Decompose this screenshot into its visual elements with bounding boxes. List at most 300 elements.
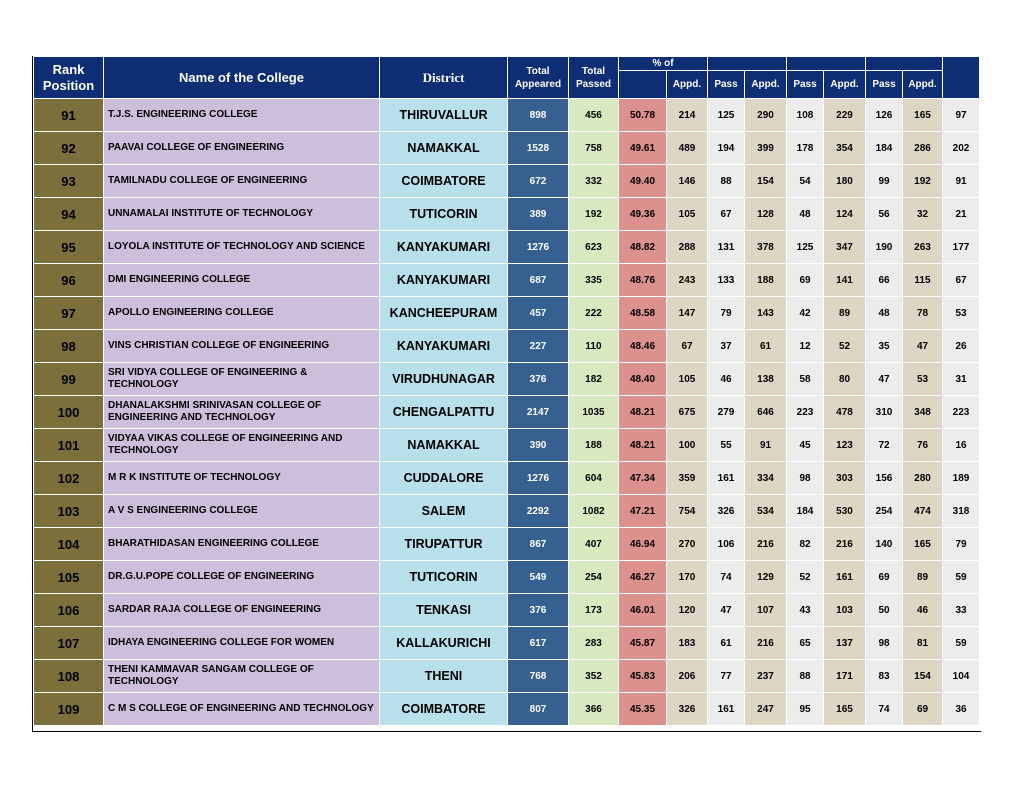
percent-cell: 48.21 (619, 429, 667, 462)
percent-cell: 49.36 (619, 198, 667, 231)
total-passed-cell: 254 (569, 561, 619, 594)
college-name-cell: A V S ENGINEERING COLLEGE (104, 495, 380, 528)
appd-cell: 91 (745, 429, 787, 462)
appd-cell: 81 (903, 627, 943, 660)
pass-cell: 223 (787, 396, 824, 429)
district-cell: CHENGALPATTU (380, 396, 508, 429)
rank-cell: 96 (34, 264, 104, 297)
appd-cell: 76 (903, 429, 943, 462)
total-passed-cell: 182 (569, 363, 619, 396)
pass-cell: 98 (866, 627, 903, 660)
pass-cell: 326 (708, 495, 745, 528)
pass-cell: 47 (708, 594, 745, 627)
pass-cell: 83 (866, 660, 903, 693)
rank-cell: 91 (34, 99, 104, 132)
table-row (34, 660, 980, 693)
last-cell: 31 (943, 363, 980, 396)
appd-cell: 46 (903, 594, 943, 627)
pass-cell: 254 (866, 495, 903, 528)
total-passed-cell: 407 (569, 528, 619, 561)
table-row (34, 627, 980, 660)
total-appeared-cell: 2147 (508, 396, 569, 429)
appd-cell: 138 (745, 363, 787, 396)
pass-cell: 74 (708, 561, 745, 594)
pass-cell: 125 (787, 231, 824, 264)
appd-cell: 154 (745, 165, 787, 198)
appd-cell: 229 (824, 99, 866, 132)
total-passed-cell: 110 (569, 330, 619, 363)
pass-cell: 65 (787, 627, 824, 660)
total-appeared-cell: 687 (508, 264, 569, 297)
college-name-cell: M R K INSTITUTE OF TECHNOLOGY (104, 462, 380, 495)
table-row (34, 429, 980, 462)
percent-cell: 49.40 (619, 165, 667, 198)
total-appeared-cell: 390 (508, 429, 569, 462)
district-cell: KANYAKUMARI (380, 330, 508, 363)
district-cell: TENKASI (380, 594, 508, 627)
pass-cell: 125 (708, 99, 745, 132)
appd-cell: 137 (824, 627, 866, 660)
last-cell: 21 (943, 198, 980, 231)
appd-cell: 124 (824, 198, 866, 231)
rank-cell: 105 (34, 561, 104, 594)
last-cell: 53 (943, 297, 980, 330)
header-total-passed: Total Passed (569, 57, 619, 99)
header-pass: Pass (787, 71, 824, 99)
appd-cell: 123 (824, 429, 866, 462)
appd-cell: 286 (903, 132, 943, 165)
total-passed-cell: 173 (569, 594, 619, 627)
total-appeared-cell: 672 (508, 165, 569, 198)
percent-cell: 48.58 (619, 297, 667, 330)
total-passed-cell: 456 (569, 99, 619, 132)
table-row (34, 99, 980, 132)
table-row (34, 495, 980, 528)
header-pass: Pass (708, 71, 745, 99)
appd-cell: 105 (667, 363, 708, 396)
pass-cell: 35 (866, 330, 903, 363)
total-appeared-cell: 1276 (508, 462, 569, 495)
pass-cell: 108 (787, 99, 824, 132)
appd-cell: 170 (667, 561, 708, 594)
district-cell: VIRUDHUNAGAR (380, 363, 508, 396)
district-cell: KANYAKUMARI (380, 231, 508, 264)
total-appeared-cell: 617 (508, 627, 569, 660)
last-cell: 104 (943, 660, 980, 693)
pass-cell: 54 (787, 165, 824, 198)
last-cell: 59 (943, 561, 980, 594)
total-appeared-cell: 2292 (508, 495, 569, 528)
rank-cell: 92 (34, 132, 104, 165)
college-name-cell: C M S COLLEGE OF ENGINEERING AND TECHNOLOGY (104, 693, 380, 726)
pass-cell: 279 (708, 396, 745, 429)
total-passed-cell: 335 (569, 264, 619, 297)
total-passed-cell: 1035 (569, 396, 619, 429)
rank-cell: 108 (34, 660, 104, 693)
appd-cell: 263 (903, 231, 943, 264)
rank-cell: 107 (34, 627, 104, 660)
total-passed-cell: 188 (569, 429, 619, 462)
pass-cell: 37 (708, 330, 745, 363)
appd-cell: 115 (903, 264, 943, 297)
last-cell: 223 (943, 396, 980, 429)
district-cell: KALLAKURICHI (380, 627, 508, 660)
rank-cell: 100 (34, 396, 104, 429)
appd-cell: 128 (745, 198, 787, 231)
percent-cell: 49.61 (619, 132, 667, 165)
appd-cell: 303 (824, 462, 866, 495)
pass-cell: 161 (708, 462, 745, 495)
appd-cell: 347 (824, 231, 866, 264)
percent-cell: 47.34 (619, 462, 667, 495)
percent-cell: 48.40 (619, 363, 667, 396)
percent-cell: 48.21 (619, 396, 667, 429)
header-total-appeared: Total Appeared (508, 57, 569, 99)
total-appeared-cell: 549 (508, 561, 569, 594)
district-cell: SALEM (380, 495, 508, 528)
appd-cell: 214 (667, 99, 708, 132)
rank-cell: 94 (34, 198, 104, 231)
total-passed-cell: 352 (569, 660, 619, 693)
pass-cell: 82 (787, 528, 824, 561)
appd-cell: 61 (745, 330, 787, 363)
header-pass: Pass (866, 71, 903, 99)
college-name-cell: SRI VIDYA COLLEGE OF ENGINEERING & TECHNOLOGY (104, 363, 380, 396)
rank-cell: 95 (34, 231, 104, 264)
table-row (34, 693, 980, 726)
appd-cell: 47 (903, 330, 943, 363)
pass-cell: 99 (866, 165, 903, 198)
appd-cell: 474 (903, 495, 943, 528)
district-cell: THIRUVALLUR (380, 99, 508, 132)
district-cell: KANYAKUMARI (380, 264, 508, 297)
pass-cell: 69 (866, 561, 903, 594)
appd-cell: 120 (667, 594, 708, 627)
total-appeared-cell: 457 (508, 297, 569, 330)
appd-cell: 107 (745, 594, 787, 627)
pass-cell: 48 (866, 297, 903, 330)
percent-cell: 48.82 (619, 231, 667, 264)
appd-cell: 141 (824, 264, 866, 297)
pass-cell: 50 (866, 594, 903, 627)
rank-cell: 101 (34, 429, 104, 462)
last-cell: 189 (943, 462, 980, 495)
college-name-cell: THENI KAMMAVAR SANGAM COLLEGE OF TECHNOLOGY (104, 660, 380, 693)
district-cell: THENI (380, 660, 508, 693)
header-group-blank (708, 57, 787, 71)
district-cell: COIMBATORE (380, 165, 508, 198)
rank-cell: 102 (34, 462, 104, 495)
district-cell: NAMAKKAL (380, 429, 508, 462)
last-cell: 318 (943, 495, 980, 528)
appd-cell: 78 (903, 297, 943, 330)
appd-cell: 89 (903, 561, 943, 594)
appd-cell: 180 (824, 165, 866, 198)
appd-cell: 147 (667, 297, 708, 330)
header-group-blank (866, 57, 943, 71)
total-appeared-cell: 376 (508, 363, 569, 396)
appd-cell: 489 (667, 132, 708, 165)
pass-cell: 46 (708, 363, 745, 396)
pass-cell: 310 (866, 396, 903, 429)
appd-cell: 354 (824, 132, 866, 165)
header-appd: Appd. (824, 71, 866, 99)
pass-cell: 190 (866, 231, 903, 264)
table-row (34, 561, 980, 594)
rank-cell: 103 (34, 495, 104, 528)
appd-cell: 100 (667, 429, 708, 462)
pass-cell: 72 (866, 429, 903, 462)
table-row (34, 396, 980, 429)
last-cell: 16 (943, 429, 980, 462)
total-appeared-cell: 1276 (508, 231, 569, 264)
pass-cell: 161 (708, 693, 745, 726)
header-appd: Appd. (903, 71, 943, 99)
college-name-cell: PAAVAI COLLEGE OF ENGINEERING (104, 132, 380, 165)
appd-cell: 80 (824, 363, 866, 396)
percent-cell: 46.94 (619, 528, 667, 561)
appd-cell: 290 (745, 99, 787, 132)
table-row (34, 165, 980, 198)
total-passed-cell: 283 (569, 627, 619, 660)
pass-cell: 55 (708, 429, 745, 462)
percent-cell: 47.21 (619, 495, 667, 528)
total-passed-cell: 366 (569, 693, 619, 726)
last-cell: 79 (943, 528, 980, 561)
appd-cell: 326 (667, 693, 708, 726)
appd-cell: 754 (667, 495, 708, 528)
district-cell: TIRUPATTUR (380, 528, 508, 561)
pass-cell: 52 (787, 561, 824, 594)
total-appeared-cell: 389 (508, 198, 569, 231)
college-name-cell: DMI ENGINEERING COLLEGE (104, 264, 380, 297)
appd-cell: 67 (667, 330, 708, 363)
appd-cell: 165 (824, 693, 866, 726)
total-passed-cell: 332 (569, 165, 619, 198)
percent-cell: 46.01 (619, 594, 667, 627)
table-row (34, 132, 980, 165)
rank-cell: 106 (34, 594, 104, 627)
appd-cell: 280 (903, 462, 943, 495)
percent-cell: 45.83 (619, 660, 667, 693)
last-cell: 36 (943, 693, 980, 726)
appd-cell: 534 (745, 495, 787, 528)
pass-cell: 106 (708, 528, 745, 561)
district-cell: TUTICORIN (380, 198, 508, 231)
pass-cell: 66 (866, 264, 903, 297)
pass-cell: 47 (866, 363, 903, 396)
pass-cell: 58 (787, 363, 824, 396)
pass-cell: 69 (787, 264, 824, 297)
appd-cell: 154 (903, 660, 943, 693)
college-name-cell: BHARATHIDASAN ENGINEERING COLLEGE (104, 528, 380, 561)
pass-cell: 88 (787, 660, 824, 693)
header-percent-of: % of (619, 57, 708, 71)
last-cell: 26 (943, 330, 980, 363)
header-pct-blank (619, 71, 667, 99)
rank-cell: 97 (34, 297, 104, 330)
appd-cell: 216 (745, 627, 787, 660)
appd-cell: 378 (745, 231, 787, 264)
appd-cell: 237 (745, 660, 787, 693)
table-bottom-rule (32, 731, 981, 732)
appd-cell: 171 (824, 660, 866, 693)
appd-cell: 192 (903, 165, 943, 198)
table-body (34, 99, 980, 726)
appd-cell: 103 (824, 594, 866, 627)
percent-cell: 46.27 (619, 561, 667, 594)
last-cell: 33 (943, 594, 980, 627)
appd-cell: 53 (903, 363, 943, 396)
pass-cell: 98 (787, 462, 824, 495)
pass-cell: 77 (708, 660, 745, 693)
college-name-cell: IDHAYA ENGINEERING COLLEGE FOR WOMEN (104, 627, 380, 660)
table-row (34, 594, 980, 627)
pass-cell: 61 (708, 627, 745, 660)
total-appeared-cell: 768 (508, 660, 569, 693)
appd-cell: 348 (903, 396, 943, 429)
appd-cell: 161 (824, 561, 866, 594)
pass-cell: 48 (787, 198, 824, 231)
appd-cell: 216 (824, 528, 866, 561)
percent-cell: 45.87 (619, 627, 667, 660)
percent-cell: 45.35 (619, 693, 667, 726)
appd-cell: 146 (667, 165, 708, 198)
header-appd: Appd. (745, 71, 787, 99)
pass-cell: 79 (708, 297, 745, 330)
pass-cell: 178 (787, 132, 824, 165)
last-cell: 97 (943, 99, 980, 132)
pass-cell: 56 (866, 198, 903, 231)
college-name-cell: SARDAR RAJA COLLEGE OF ENGINEERING (104, 594, 380, 627)
pass-cell: 131 (708, 231, 745, 264)
district-cell: TUTICORIN (380, 561, 508, 594)
last-cell: 59 (943, 627, 980, 660)
table-row (34, 330, 980, 363)
pass-cell: 42 (787, 297, 824, 330)
pass-cell: 43 (787, 594, 824, 627)
table-row (34, 198, 980, 231)
total-appeared-cell: 376 (508, 594, 569, 627)
total-passed-cell: 192 (569, 198, 619, 231)
appd-cell: 105 (667, 198, 708, 231)
table-row (34, 264, 980, 297)
table-row (34, 363, 980, 396)
appd-cell: 188 (745, 264, 787, 297)
pass-cell: 126 (866, 99, 903, 132)
appd-cell: 165 (903, 99, 943, 132)
pass-cell: 184 (787, 495, 824, 528)
total-appeared-cell: 1528 (508, 132, 569, 165)
college-name-cell: DR.G.U.POPE COLLEGE OF ENGINEERING (104, 561, 380, 594)
appd-cell: 216 (745, 528, 787, 561)
district-cell: CUDDALORE (380, 462, 508, 495)
appd-cell: 165 (903, 528, 943, 561)
appd-cell: 32 (903, 198, 943, 231)
pass-cell: 140 (866, 528, 903, 561)
table-header (34, 57, 980, 99)
total-passed-cell: 758 (569, 132, 619, 165)
last-cell: 177 (943, 231, 980, 264)
total-appeared-cell: 867 (508, 528, 569, 561)
pass-cell: 133 (708, 264, 745, 297)
appd-cell: 334 (745, 462, 787, 495)
appd-cell: 183 (667, 627, 708, 660)
last-cell: 202 (943, 132, 980, 165)
college-ranking-table (33, 56, 980, 726)
district-cell: NAMAKKAL (380, 132, 508, 165)
rank-cell: 104 (34, 528, 104, 561)
appd-cell: 359 (667, 462, 708, 495)
header-last-blank (943, 57, 980, 99)
appd-cell: 247 (745, 693, 787, 726)
appd-cell: 52 (824, 330, 866, 363)
pass-cell: 194 (708, 132, 745, 165)
district-cell: COIMBATORE (380, 693, 508, 726)
total-appeared-cell: 227 (508, 330, 569, 363)
college-name-cell: DHANALAKSHMI SRINIVASAN COLLEGE OF ENGINEERING AND TECHNOLOGY (104, 396, 380, 429)
header-group-blank (787, 57, 866, 71)
college-name-cell: T.J.S. ENGINEERING COLLEGE (104, 99, 380, 132)
table-row (34, 231, 980, 264)
pass-cell: 156 (866, 462, 903, 495)
table-row (34, 528, 980, 561)
total-appeared-cell: 807 (508, 693, 569, 726)
college-name-cell: TAMILNADU COLLEGE OF ENGINEERING (104, 165, 380, 198)
header-appd: Appd. (667, 71, 708, 99)
appd-cell: 243 (667, 264, 708, 297)
college-name-cell: VINS CHRISTIAN COLLEGE OF ENGINEERING (104, 330, 380, 363)
percent-cell: 50.78 (619, 99, 667, 132)
appd-cell: 646 (745, 396, 787, 429)
appd-cell: 206 (667, 660, 708, 693)
appd-cell: 143 (745, 297, 787, 330)
percent-cell: 48.46 (619, 330, 667, 363)
college-name-cell: APOLLO ENGINEERING COLLEGE (104, 297, 380, 330)
pass-cell: 88 (708, 165, 745, 198)
header-district: District (380, 57, 508, 99)
total-passed-cell: 604 (569, 462, 619, 495)
pass-cell: 95 (787, 693, 824, 726)
percent-cell: 48.76 (619, 264, 667, 297)
pass-cell: 12 (787, 330, 824, 363)
college-name-cell: UNNAMALAI INSTITUTE OF TECHNOLOGY (104, 198, 380, 231)
appd-cell: 270 (667, 528, 708, 561)
appd-cell: 478 (824, 396, 866, 429)
header-rank-position: Rank Position (34, 57, 104, 99)
appd-cell: 89 (824, 297, 866, 330)
header-college-name: Name of the College (104, 57, 380, 99)
last-cell: 67 (943, 264, 980, 297)
rank-cell: 109 (34, 693, 104, 726)
total-passed-cell: 623 (569, 231, 619, 264)
total-appeared-cell: 898 (508, 99, 569, 132)
table-row (34, 462, 980, 495)
appd-cell: 69 (903, 693, 943, 726)
total-passed-cell: 1082 (569, 495, 619, 528)
college-name-cell: LOYOLA INSTITUTE OF TECHNOLOGY AND SCIENCE (104, 231, 380, 264)
district-cell: KANCHEEPURAM (380, 297, 508, 330)
appd-cell: 288 (667, 231, 708, 264)
appd-cell: 530 (824, 495, 866, 528)
rank-cell: 98 (34, 330, 104, 363)
total-passed-cell: 222 (569, 297, 619, 330)
pass-cell: 45 (787, 429, 824, 462)
rank-cell: 99 (34, 363, 104, 396)
appd-cell: 399 (745, 132, 787, 165)
college-name-cell: VIDYAA VIKAS COLLEGE OF ENGINEERING AND TECHNOLOGY (104, 429, 380, 462)
table-row (34, 297, 980, 330)
